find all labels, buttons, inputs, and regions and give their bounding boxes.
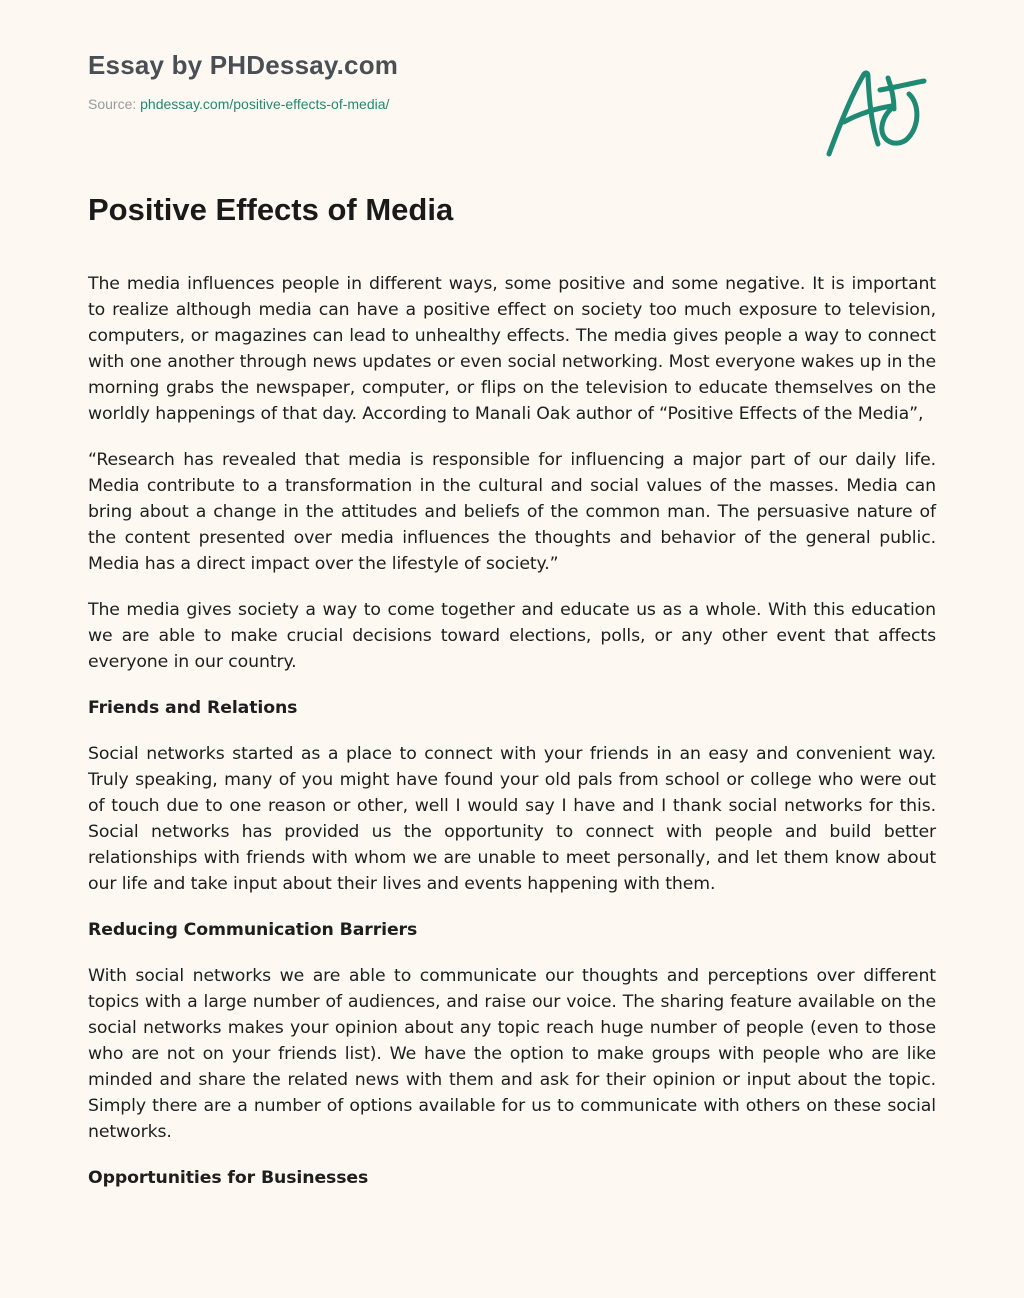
essay-content bbox=[88, 271, 936, 1211]
section-heading-friends: Friends and Relations bbox=[88, 698, 298, 718]
source-line bbox=[88, 95, 788, 113]
a-plus-grade-icon bbox=[822, 64, 932, 164]
intro-paragraph: The media influences people in different ways, some positive and some negative. It is important to realize although media can have a positive effect on society too much exposure to television, computers, or magazines can lead to unhealthy effects. The media gives people a way to connect with one another through news updates or even social networking. Most everyone wakes up in the morning grabs the newspaper, computer, or flips on the television to educate themselves on the worldly happenings of that day. According to Manali Oak author of “Positive Effects of the Media”, bbox=[88, 274, 936, 424]
source-label: Source: bbox=[88, 96, 137, 112]
quote-paragraph: “Research has revealed that media is responsible for influencing a major part of our daily life. Media contribute to a transformation in the cultural and social values of the masses. Media can bring about a change in the attitudes and beliefs of the common man. The persuasive nature of the content presented over media influences the thoughts and behavior of the general public. Media has a direct impact over the lifestyle of society.” bbox=[88, 450, 936, 574]
section-body-friends: Social networks started as a place to connect with your friends in an easy and convenient way. Truly speaking, many of you might have found your old pals from school or college who were out of touch due to one reason or other, well I would say I have and I thank social networks for this. Social networks has provided us the opportunity to connect with people and build better relationships with friends with whom we are unable to meet personally, and let them know about our life and take input about their lives and events happening with them. bbox=[88, 744, 936, 894]
section-heading-communication: Reducing Communication Barriers bbox=[88, 920, 418, 940]
section-heading-businesses: Opportunities for Businesses bbox=[88, 1168, 369, 1188]
section-body-communication: With social networks we are able to communicate our thoughts and perceptions over different topics with a large number of audiences, and raise our voice. The sharing feature available on the social networks makes your opinion about any topic reach huge number of people (even to those who are not on your friends list). We have the option to make groups with people who are like minded and share the related news with them and ask for their opinion or input about the topic. Simply there are a number of options available for us to communicate with others on these social networks. bbox=[88, 966, 936, 1142]
body-paragraph: The media gives society a way to come together and educate us as a whole. With this education we are able to make crucial decisions toward elections, polls, or any other event that affects everyone in our country. bbox=[88, 600, 936, 672]
source-link[interactable]: phdessay.com/positive-effects-of-media/ bbox=[140, 96, 390, 112]
document-title: Positive Effects of Media bbox=[88, 192, 454, 227]
site-header bbox=[88, 48, 788, 113]
site-title: Essay by PHDessay.com bbox=[88, 50, 399, 80]
